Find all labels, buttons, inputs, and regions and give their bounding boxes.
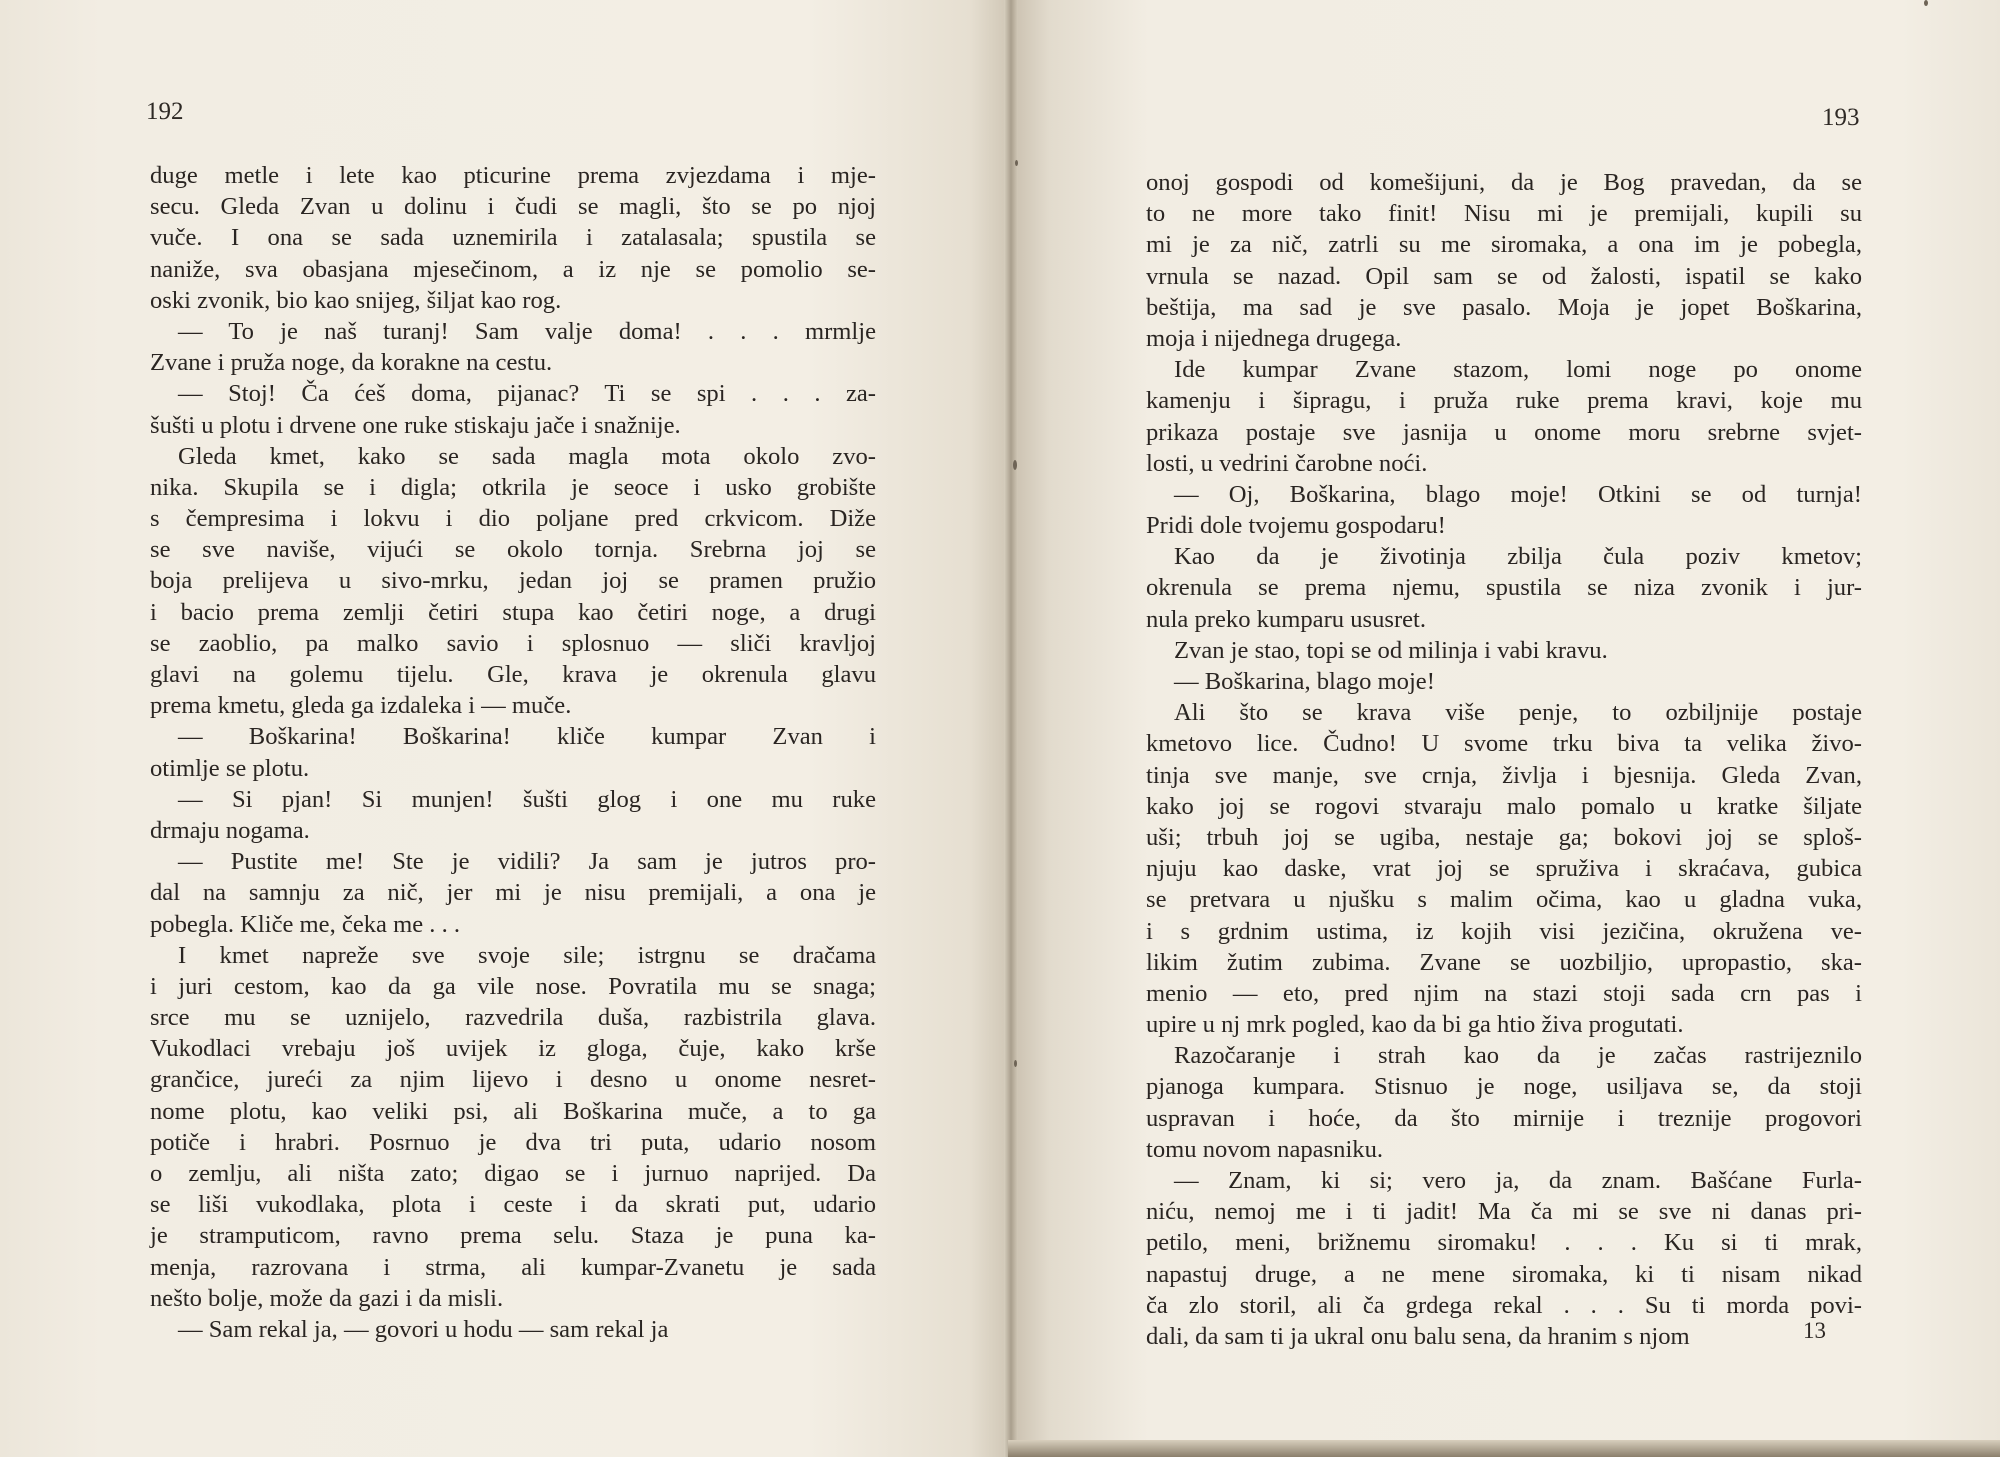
text-line: napastuj druge, a ne mene siromaka, ki ti nisam nikad [1146, 1260, 1862, 1288]
text-line: Razočaranje i strah kao da je začas rastrijeznilo [1174, 1042, 1862, 1070]
text-line: Kao da je životinja zbilja čula poziv kmetov; [1174, 543, 1862, 571]
left-page-text [150, 160, 876, 1345]
text-line: šušti u plotu i drvene one ruke stiskaju jače i snažnije. [150, 411, 681, 439]
text-line: nula preko kumparu ususret. [1146, 605, 1427, 633]
paper-speck [1924, 0, 1928, 6]
text-line: se zaoblio, pa malko savio i splosnuo — sliči kravljoj [150, 629, 876, 657]
text-line: — Si pjan! Si munjen! šušti glog i one mu ruke [178, 785, 876, 813]
text-line: — Boškarina, blago moje! [1174, 668, 1435, 695]
text-line: nešto bolje, može da gazi i da misli. [150, 1284, 504, 1312]
text-line: Ali što se krava više penje, to ozbiljnije postaje [1174, 699, 1862, 727]
text-line: oski zvonik, bio kao snijeg, šiljat kao rog. [150, 286, 562, 314]
text-line: i bacio prema zemlji četiri stupa kao četiri noge, a drugi [150, 598, 876, 626]
text-line: — Oj, Boškarina, blago moje! Otkini se od turnja! [1174, 480, 1862, 508]
text-line: — Sam rekal ja, — govori u hodu — sam rekal ja [178, 1315, 669, 1343]
text-line: duge metle i lete kao pticurine prema zvjezdama i mje- [150, 162, 876, 189]
text-line: — Znam, ki si; vero ja, da znam. Bašćane Furla- [1174, 1167, 1862, 1194]
signature-mark: 13 [1803, 1318, 1826, 1343]
text-line: Pridi dole tvojemu gospodaru! [1146, 512, 1446, 540]
text-line: Zvan je stao, topi se od milinja i vabi kravu. [1174, 636, 1608, 664]
text-line: Ide kumpar Zvane stazom, lomi noge po onome [1174, 356, 1862, 384]
text-line: uši; trbuh joj se ugiba, nestaje ga; bokovi joj se sploš- [1146, 823, 1862, 851]
text-line: uspravan i hoće, da što mirnije i treznije progovori [1146, 1104, 1862, 1132]
text-line: — To je naš turanj! Sam valje doma! . . . mrmlje [178, 317, 876, 345]
text-line: i juri cestom, kao da ga vile nose. Povratila mu se snaga; [150, 972, 876, 1000]
text-line: prema kmetu, gleda ga izdaleka i — muče. [150, 692, 572, 720]
text-line: drmaju nogama. [150, 816, 310, 844]
page-bottom-edge [1008, 1440, 2000, 1457]
text-line: kmetovo lice. Čudno! U svome trku biva ta velika živo- [1146, 730, 1862, 758]
text-line: s čempresima i lokvu i dio poljane pred crkvicom. Diže [150, 505, 876, 533]
text-line: I kmet napreže sve svoje sile; istrgnu se dračama [178, 941, 876, 969]
text-line: menja, razrovana i strma, ali kumpar-Zvanetu je sada [150, 1253, 876, 1281]
text-line: je stramputicom, ravno prema selu. Staza je puna ka- [150, 1222, 876, 1250]
text-line: Zvane i pruža noge, da korakne na cestu. [150, 349, 553, 377]
text-line: upire u nj mrk pogled, kao da bi ga htio živa progutati. [1146, 1011, 1684, 1039]
text-line: srce mu se uznijelo, razvedrila duša, razbistrila glava. [150, 1004, 876, 1032]
text-line: niću, nemoj me i ti jadit! Ma ča mi se sve ni danas pri- [1146, 1198, 1862, 1226]
text-line: — Boškarina! Boškarina! kliče kumpar Zvan i [178, 723, 876, 751]
text-line: otimlje se plotu. [150, 754, 310, 782]
text-line: dali, da sam ti ja ukral onu balu sena, da hranim s njom [1146, 1322, 1690, 1350]
page-number-right: 193 [1822, 104, 1860, 131]
text-line: petilo, meni, brižnemu siromaku! . . . Ku si ti mrak, [1146, 1229, 1862, 1257]
text-line: nome plotu, kao veliki psi, ali Boškarina muče, a to ga [150, 1097, 876, 1125]
text-line: se pretvara u njušku s malim očima, kao u gladna vuka, [1146, 886, 1862, 914]
text-line: vuče. I ona se sada uznemirila i zatalasala; spustila se [150, 224, 876, 252]
text-line: likim žutim zubima. Zvane se uozbiljio, upropastio, ska- [1146, 948, 1862, 976]
paper-speck [1014, 1060, 1017, 1067]
text-line: njuju kao daske, vrat joj se spruživa i skraćava, gubica [1146, 855, 1862, 883]
text-line: Vukodlaci vrebaju još uvijek iz gloga, čuje, kako krše [150, 1035, 876, 1063]
text-line: kako joj se rogovi stvaraju malo pomalo u kratke šiljate [1146, 792, 1862, 820]
paper-speck [1013, 460, 1017, 470]
text-line: vrnula se nazad. Opil sam se od žalosti, ispatil se kako [1146, 262, 1862, 290]
text-line: kamenju i šipragu, i pruža ruke prema kravi, koje mu [1146, 387, 1862, 415]
text-line: boja prelijeva u sivo-mrku, jedan joj se pramen pružio [150, 567, 876, 595]
text-line: pobegla. Kliče me, čeka me . . . [150, 910, 461, 938]
text-line: — Pustite me! Ste je vidili? Ja sam je jutros pro- [178, 848, 876, 876]
text-line: grančice, jureći za njim lijevo i desno u onome nesret- [150, 1066, 876, 1094]
text-line: tomu novom napasniku. [1146, 1135, 1384, 1163]
text-line: glavi na golemu tijelu. Gle, krava je okrenula glavu [150, 661, 876, 688]
text-line: se sve naviše, vijući se okolo tornja. Srebrna joj se [150, 536, 876, 564]
text-line: nika. Skupila se i digla; otkrila je seoce i usko grobište [150, 473, 876, 501]
text-line: naniže, sva obasjana mjesečinom, a iz nje se pomolio se- [150, 255, 876, 283]
book-gutter [1004, 0, 1018, 1457]
text-line: pjanoga kumpara. Stisnuo je noge, usiljava se, da stoji [1146, 1073, 1862, 1101]
text-line: losti, u vedrini čarobne noći. [1146, 449, 1428, 477]
text-line: o zemlju, ali ništa zato; digao se i jurnuo naprijed. Da [150, 1160, 876, 1187]
text-line: secu. Gleda Zvan u dolinu i čudi se magli, što se po njoj [150, 193, 876, 221]
text-line: prikaza postaje sve jasnija u onome moru srebrne svjet- [1146, 418, 1862, 446]
text-line: tinja sve manje, sve crnja, življa i bjesnija. Gleda Zvan, [1146, 761, 1862, 789]
text-line: dal na samnju za nič, jer mi je nisu premijali, a ona je [150, 879, 876, 907]
text-line: potiče i hrabri. Posrnuo je dva tri puta, udario nosom [150, 1128, 876, 1156]
right-page-text [1146, 167, 1862, 1352]
text-line: okrenula se prema njemu, spustila se niza zvonik i jur- [1146, 574, 1862, 602]
text-line: ča zlo storil, ali ča grdega rekal . . . Su ti morda povi- [1146, 1291, 1862, 1319]
paper-speck [1015, 160, 1018, 166]
page-number-left: 192 [146, 98, 184, 125]
text-line: se liši vukodlaka, plota i ceste i da skrati put, udario [150, 1191, 876, 1219]
text-line: Gleda kmet, kako se sada magla mota okolo zvo- [178, 442, 876, 470]
text-line: moja i nijednega drugega. [1146, 324, 1402, 352]
text-line: to ne more tako finit! Nisu mi je premijali, kupili su [1146, 200, 1862, 228]
right-page [1010, 0, 2000, 1457]
text-line: beštija, ma sad je sve pasalo. Moja je jopet Boškarina, [1146, 293, 1862, 321]
text-line: — Stoj! Ča ćeš doma, pijanac? Ti se spi . . . za- [178, 380, 876, 408]
text-line: mi je za nič, zatrli su me siromaka, a ona im je pobegla, [1146, 231, 1862, 259]
text-line: menio — eto, pred njim na stazi stoji sada crn pas i [1146, 979, 1862, 1007]
text-line: onoj gospodi od komešijuni, da je Bog pravedan, da se [1146, 169, 1862, 196]
text-line: i s grdnim ustima, iz kojih visi jezičina, okružena ve- [1146, 917, 1862, 945]
